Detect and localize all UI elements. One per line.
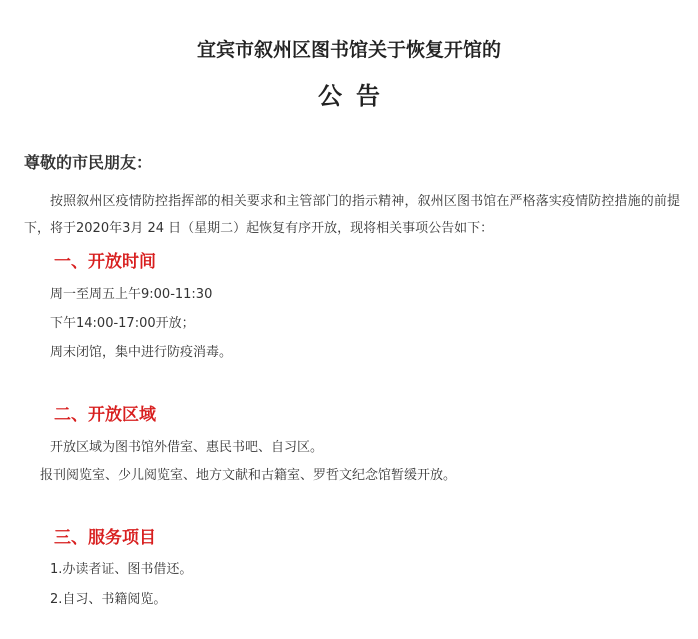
section-line: 下午14:00-17:00开放； — [50, 316, 195, 331]
section-title: 三、服务项目 — [54, 528, 156, 548]
intro-paragraph: 按照叙州区疫情防控指挥部的相关要求和主管部门的指示精神，叙州区图书馆在严格落实疫情防控措施的前提下，将于2020年3月 24 日（星期二）起恢复有序开放，现将相关事项公告如下： — [24, 194, 680, 236]
section-line: 1.办读者证、图书借还。 — [50, 562, 193, 577]
section-title: 一、开放时间 — [54, 252, 156, 272]
notice-title: 宜宾市叙州区图书馆关于恢复开馆的 — [196, 39, 501, 61]
section-title: 二、开放区域 — [54, 405, 156, 425]
section-line: 2.自习、书籍阅览。 — [50, 592, 167, 607]
section-line: 开放区域为图书馆外借室、惠民书吧、自习区。 — [50, 440, 324, 455]
greeting: 尊敬的市民朋友： — [24, 153, 153, 172]
section-line: 周一至周五上午9:00-11:30 — [50, 287, 213, 302]
notice-subtitle: 公告 — [318, 82, 394, 110]
section-line: 报刊阅览室、少儿阅览室、地方文献和古籍室、罗哲文纪念馆暂缓开放。 — [40, 468, 457, 483]
section-line: 周末闭馆，集中进行防疫消毒。 — [50, 345, 233, 360]
